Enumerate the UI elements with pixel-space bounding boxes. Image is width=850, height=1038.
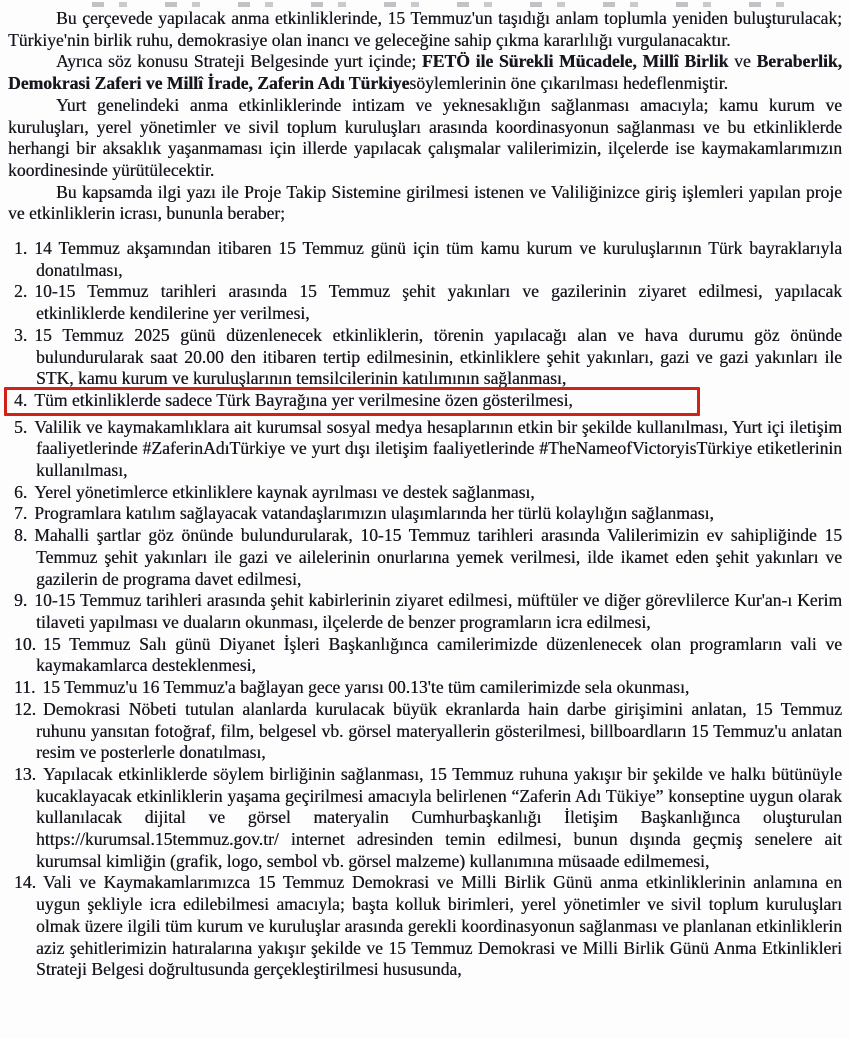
item-number: 5. — [14, 416, 28, 437]
item-text: Valilik ve kaymakamlıklara ait kurumsal sosyal medya hesaplarının etkin bir şekilde kullanılması, Yurt içi iletişim faaliyetlerinde #ZaferinAdıTürkiye ve yurt dışı iletişim faaliyetlerinde #TheNameofVictoryisTürkiye etiketlerinin kullanılması, — [34, 416, 842, 481]
list-item-3 — [8, 325, 842, 390]
item-number: 14. — [14, 872, 36, 893]
item-text: Yerel yönetimlerce etkinliklere kaynak ayrılması ve destek sağlanması, — [34, 481, 535, 502]
paragraph-scope: Bu kapsamda ilgi yazı ile Proje Takip Sistemine girilmesi istenen ve Valiliğinizce giriş işlemleri yapılan proje ve etkinliklerin icrası, bununla beraber; — [8, 181, 842, 224]
item-number: 3. — [14, 324, 28, 345]
p2-segment: Ayrıca söz konusu Strateji Belgesinde yurt içinde; — [56, 51, 422, 72]
item-number: 6. — [14, 481, 28, 502]
item-number: 10. — [14, 633, 36, 654]
item-text: Demokrasi Nöbeti tutulan alanlarda kurulacak büyük ekranlarda hain darbe girişimini anlatan, 15 Temmuz ruhunu yansıtan fotoğraf, film, belgesel vb. görsel materyallerin gösterilmesi, billboardların 15 Temmuz'u anlatan resim ve posterlerle donatılması, — [36, 698, 842, 763]
item-text: 15 Temmuz Salı günü Diyanet İşleri Başkanlığınca camilerimizde düzenlenecek olan programların vali ve kaymakamlarca desteklenmesi, — [36, 633, 842, 676]
numbered-directive-list — [8, 238, 842, 981]
item-number: 11. — [14, 677, 36, 698]
list-item-6 — [8, 482, 842, 504]
list-item-12 — [8, 699, 842, 764]
item-text: Vali ve Kaymakamlarımızca 15 Temmuz Demokrasi ve Milli Birlik Günü anma etkinliklerinin anlamına en uygun şekliyle icra edilebilmesi amacıyla; başta kolluk birimleri, yerel yönetimler ve sivil toplum kuruluşları olmak üzere ilgili tüm kurum ve kuruluşlar arasında gerekli koordinasyonun sağlanması ve planlanan etkinliklerin aziz şehitlerimizin hatıralarına yakışır şekilde ve 15 Temmuz Demokrasi ve Milli Birlik Günü Anma Etkinlikleri Strateji Belgesi doğrultusunda gerçekleştirilmesi hususunda, — [36, 872, 842, 980]
item-text: 15 Temmuz'u 16 Temmuz'a bağlayan gece yarısı 00.13'te tüm camilerimizde sela okunması, — [42, 677, 690, 698]
list-item-4-highlighted — [8, 390, 842, 412]
item-text: Yapılacak etkinliklerde söylem birliğinin sağlanması, 15 Temmuz ruhuna yakışır bir şekilde ve halkı bütünüyle kucaklayacak etkinliklerin yaşama geçirilmesi amacıyla belirlenen “Zaferin Adı Tükiye” konseptine uygun olarak kullanılacak dijital ve görsel materyalin Cumhurbaşkanlığı İletişim Başkanlığınca oluşturulan https://kurumsal.15temmuz.gov.tr/ internet adresinden temin edilmesi, bunun dışında geçmiş senelere ait kurumsal kimliğin (grafik, logo, sembol vb. görsel malzeme) kullanımına müsaade edilmemesi, — [36, 763, 842, 871]
item-number: 4. — [14, 389, 28, 410]
list-item-7 — [8, 503, 842, 525]
list-item-9 — [8, 590, 842, 633]
item-number: 7. — [14, 503, 28, 524]
item-text: 14 Temmuz akşamından itibaren 15 Temmuz günü için tüm kamu kurum ve kuruluşlarının Türk bayraklarıyla donatılması, — [34, 238, 842, 280]
paragraph-coordination: Yurt genelindeki anma etkinliklerinde intizam ve yeknesaklığın sağlanması amacıyla; kamu kurum ve kuruluşları, yerel yönetimler ve sivil toplum kuruluşları arasında koordinasyonun sağlanması ve bu etkinliklerde herhangi bir aksaklık yaşanmaması için illerde yapılacak çalışmalar valilerimizin, ilçelerde ise kaymakamlarımızın koordinesinde yürütülecektir. — [8, 94, 842, 180]
p2-segment-bold: FETÖ ile Sürekli Mücadele, Millî Birlik — [421, 51, 735, 72]
list-item-2 — [8, 281, 842, 324]
list-item-8 — [8, 525, 842, 590]
p2-segment: söylemlerinin öne çıkarılması hedeflenmiştir. — [409, 73, 728, 94]
list-item-14 — [8, 872, 842, 981]
list-item-10 — [8, 634, 842, 677]
list-item-5 — [8, 417, 842, 482]
paragraph-strategy-document — [8, 51, 842, 94]
item-text: 15 Temmuz 2025 günü düzenlenecek etkinliklerin, törenin yapılacağı alan ve hava durumu göz önünde bulundurularak saat 20.00 den itibaren tertip edilmesinin, etkinliklere şehit yakınları, gazi ve gazi yakınları ile STK, kamu kurum ve kuruluşlarının temsilcilerinin katılımının sağlanması, — [34, 324, 842, 389]
item-text: Tüm etkinliklerde sadece Türk Bayrağına yer verilmesine özen gösterilmesi, — [34, 389, 573, 410]
list-item-11 — [8, 677, 842, 699]
paragraph-intro: Bu çerçevede yapılacak anma etkinliklerinde, 15 Temmuz'un taşıdığı anlam toplumla yeniden buluşturulacak; Türkiye'nin birlik ruhu, demokrasiye olan inancı ve geleceğine sahip çıkma kararlılığı vurgulanacaktır. — [8, 8, 842, 50]
p2-segment: ve — [734, 51, 757, 72]
p2-segment-bold: Beraberlik, Demokrasi Zaferi ve Millî İrade, Zaferin Adı Türkiye — [8, 51, 842, 94]
item-number: 2. — [14, 281, 28, 302]
item-text: Mahalli şartlar göz önünde bulundurularak, 10-15 Temmuz tarihleri arasında Valilerimizin ev sahipliğinde 15 Temmuz şehit yakınları ile gazi ve ailelerinin onurlarına yemek verilmesi, ilde ikamet eden şehit yakınları ve gazilerin de programa davet edilmesi, — [34, 525, 842, 589]
item-number: 8. — [14, 525, 28, 546]
item-number: 12. — [14, 698, 36, 719]
item-text: 10-15 Temmuz tarihleri arasında 15 Temmuz şehit yakınları ve gazilerinin ziyaret edilmesi, yapılacak etkinliklerde kendilerine yer verilmesi, — [34, 281, 842, 324]
item-number: 13. — [14, 763, 36, 784]
scan-artifact-top-cropped-line — [78, 2, 822, 7]
list-item-1 — [8, 238, 842, 281]
item-number: 1. — [14, 238, 28, 259]
list-item-13 — [8, 764, 842, 873]
item-text: 10-15 Temmuz tarihleri arasında şehit kabirlerinin ziyaret edilmesi, müftüler ve diğer görevlilerce Kur'an-ı Kerim tilaveti yapılması ve duaların okunması, ilçelerde de benzer programların icra edilmesi, — [34, 590, 842, 632]
item-text: Programlara katılım sağlayacak vatandaşlarımızın ulaşımlarında her türlü kolaylığın sağlanması, — [34, 503, 714, 524]
item-number: 9. — [14, 590, 28, 611]
